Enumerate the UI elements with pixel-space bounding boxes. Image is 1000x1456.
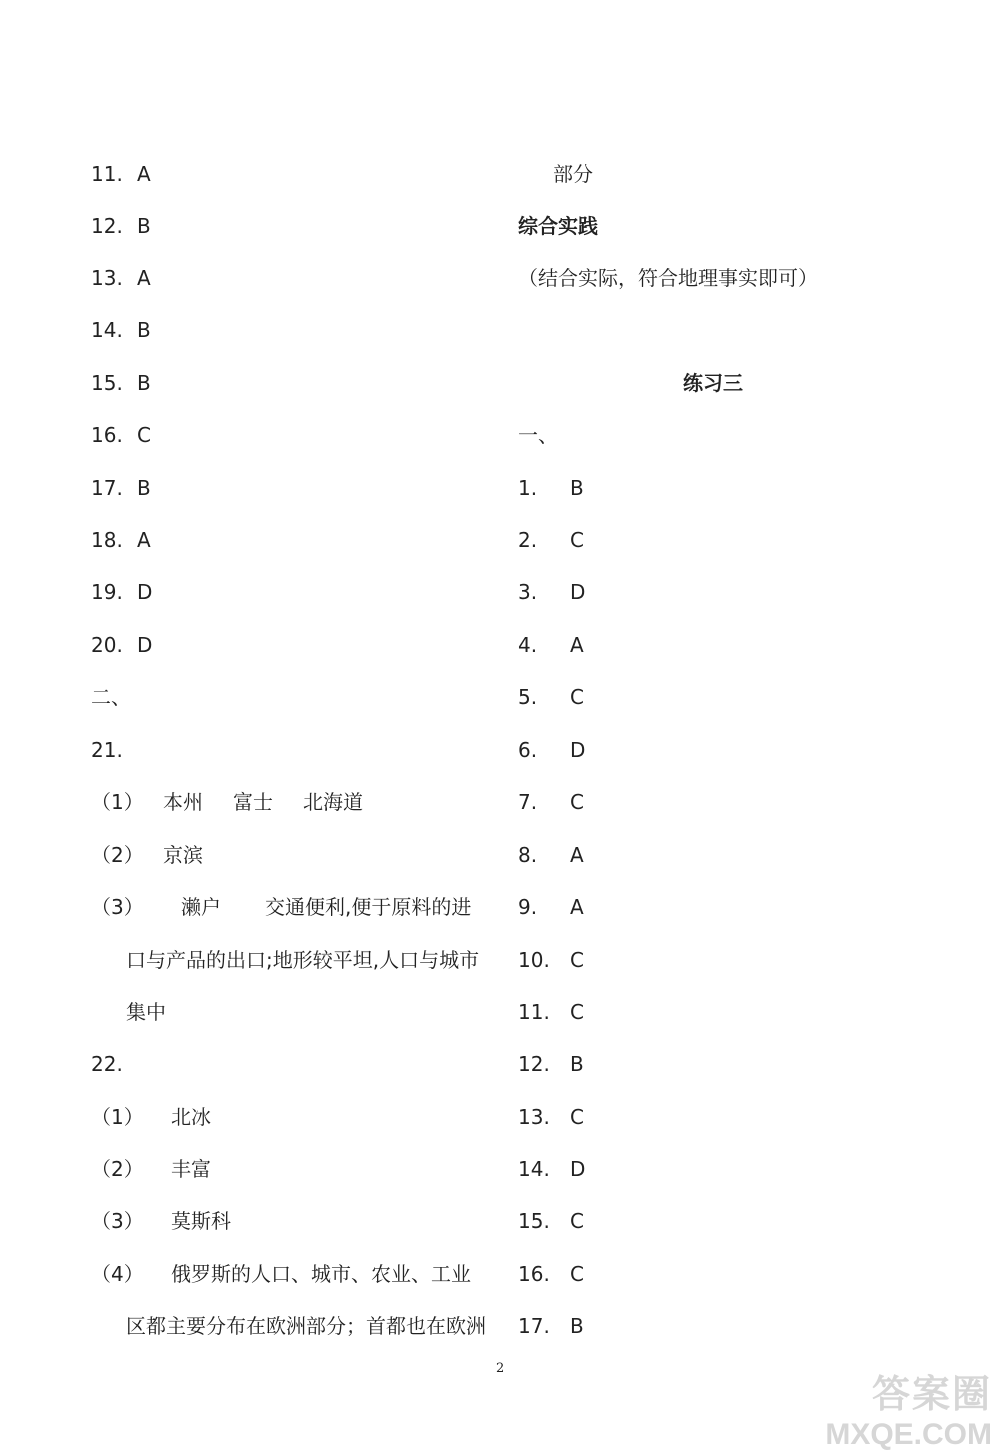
answer-number: 6. <box>518 738 538 762</box>
watermark <box>825 1363 992 1452</box>
answer-value: A <box>137 162 151 186</box>
answer-row <box>518 687 584 707</box>
sub-label: （3） <box>91 895 144 919</box>
sub-answer-text: 北海道 <box>303 790 363 814</box>
answer-number: 17. <box>91 476 123 500</box>
sub-answer-row <box>91 897 471 917</box>
answer-number: 5. <box>518 685 538 709</box>
sub-label: （1） <box>91 1105 144 1129</box>
sub-label: （1） <box>91 790 144 814</box>
answer-value: D <box>570 1157 586 1181</box>
sub-answer-continuation: 区都主要分布在欧洲部分；首都也在欧洲 <box>126 1314 486 1338</box>
answer-number: 7. <box>518 790 538 814</box>
question-number: 22. <box>91 1052 123 1076</box>
sub-label: （2） <box>91 1157 144 1181</box>
sub-answer-row <box>91 792 363 812</box>
answer-number: 12. <box>91 214 123 238</box>
sub-answer-row <box>91 845 203 865</box>
answer-row <box>518 1211 584 1231</box>
answer-value: B <box>570 1052 584 1076</box>
answer-number: 11. <box>518 1000 550 1024</box>
sub-answer-text: 北冰 <box>171 1105 211 1129</box>
answer-value: B <box>570 1314 584 1338</box>
answer-value: B <box>137 476 151 500</box>
answer-row <box>91 425 151 445</box>
answer-number: 15. <box>518 1209 550 1233</box>
continuation-text: 部分 <box>553 162 593 186</box>
answer-number: 17. <box>518 1314 550 1338</box>
sub-answer-text: 京滨 <box>163 843 203 867</box>
answer-number: 14. <box>91 318 123 342</box>
answer-value: D <box>570 580 586 604</box>
answer-number: 10. <box>518 948 550 972</box>
answer-value: C <box>570 1000 584 1024</box>
answer-number: 8. <box>518 843 538 867</box>
answer-value: D <box>137 633 153 657</box>
answer-row <box>91 320 151 340</box>
sub-answer-text: 富士 <box>233 790 273 814</box>
sub-answer-continuation: 集中 <box>126 1000 166 1024</box>
answer-number: 12. <box>518 1052 550 1076</box>
answer-row <box>518 740 585 760</box>
sub-answer-text: 濑户 <box>181 895 221 919</box>
sub-label: （3） <box>91 1209 144 1233</box>
answer-row <box>518 845 584 865</box>
answer-number: 11. <box>91 162 123 186</box>
answer-row <box>518 582 585 602</box>
note-text: （结合实际，符合地理事实即可） <box>518 266 818 290</box>
answer-row <box>518 1002 584 1022</box>
section-heading: 二、 <box>91 685 131 709</box>
watermark-logo: 答案圈 <box>871 1372 992 1416</box>
answer-row <box>518 1316 584 1336</box>
answer-value: A <box>137 266 151 290</box>
answer-number: 1. <box>518 476 538 500</box>
answer-value: A <box>570 843 584 867</box>
answer-number: 13. <box>518 1105 550 1129</box>
answer-row <box>518 1159 585 1179</box>
answer-value: B <box>137 214 151 238</box>
answer-row <box>91 373 151 393</box>
answer-number: 19. <box>91 580 123 604</box>
watermark-url: MXQE.COM <box>825 1418 992 1451</box>
answer-row <box>91 530 151 550</box>
sub-answer-text: 本州 <box>163 790 203 814</box>
sub-answer-continuation: 口与产品的出口;地形较平坦,人口与城市 <box>126 948 480 972</box>
answer-row <box>91 635 152 655</box>
answer-value: B <box>137 318 151 342</box>
sub-answer-row <box>91 1159 211 1179</box>
sub-answer-row <box>91 1211 231 1231</box>
answer-row <box>91 478 151 498</box>
sub-label: （4） <box>91 1262 144 1286</box>
answer-value: D <box>570 738 586 762</box>
question-number: 21. <box>91 738 123 762</box>
answer-row <box>91 268 151 288</box>
answer-number: 20. <box>91 633 123 657</box>
answer-value: C <box>137 423 151 447</box>
sub-answer-row <box>91 1264 471 1284</box>
answer-number: 2. <box>518 528 538 552</box>
section-heading: 综合实践 <box>518 214 598 238</box>
section-heading: 一、 <box>518 423 558 447</box>
answer-row <box>518 530 584 550</box>
answer-value: C <box>570 948 584 972</box>
answer-number: 14. <box>518 1157 550 1181</box>
answer-row <box>91 216 151 236</box>
answer-row <box>518 950 584 970</box>
answer-number: 16. <box>518 1262 550 1286</box>
sub-label: （2） <box>91 843 144 867</box>
sub-answer-text: 莫斯科 <box>171 1209 231 1233</box>
answer-row <box>518 1264 584 1284</box>
answer-number: 15. <box>91 371 123 395</box>
answer-value: B <box>570 476 584 500</box>
answer-value: C <box>570 1209 584 1233</box>
answer-value: A <box>137 528 151 552</box>
answer-row <box>518 1107 584 1127</box>
answer-row <box>518 1054 584 1074</box>
page-number: 2 <box>496 1361 505 1376</box>
answer-row <box>518 478 584 498</box>
answer-value: C <box>570 790 584 814</box>
sub-answer-text: 俄罗斯的人口、城市、农业、工业 <box>171 1262 471 1286</box>
answer-number: 4. <box>518 633 538 657</box>
answer-row <box>91 582 152 602</box>
answer-value: A <box>570 895 584 919</box>
sub-answer-text: 丰富 <box>171 1157 211 1181</box>
answer-value: C <box>570 528 584 552</box>
answer-number: 3. <box>518 580 538 604</box>
answer-row <box>518 635 584 655</box>
exercise-title: 练习三 <box>683 371 743 395</box>
answer-number: 9. <box>518 895 538 919</box>
answer-number: 13. <box>91 266 123 290</box>
sub-answer-text: 交通便利,便于原料的进 <box>265 895 472 919</box>
answer-value: B <box>137 371 151 395</box>
answer-value: A <box>570 633 584 657</box>
answer-value: C <box>570 685 584 709</box>
answer-row <box>518 897 584 917</box>
answer-row <box>91 164 151 184</box>
answer-row <box>518 792 584 812</box>
answer-value: C <box>570 1105 584 1129</box>
answer-value: D <box>137 580 153 604</box>
sub-answer-row <box>91 1107 211 1127</box>
answer-number: 18. <box>91 528 123 552</box>
answer-number: 16. <box>91 423 123 447</box>
answer-value: C <box>570 1262 584 1286</box>
